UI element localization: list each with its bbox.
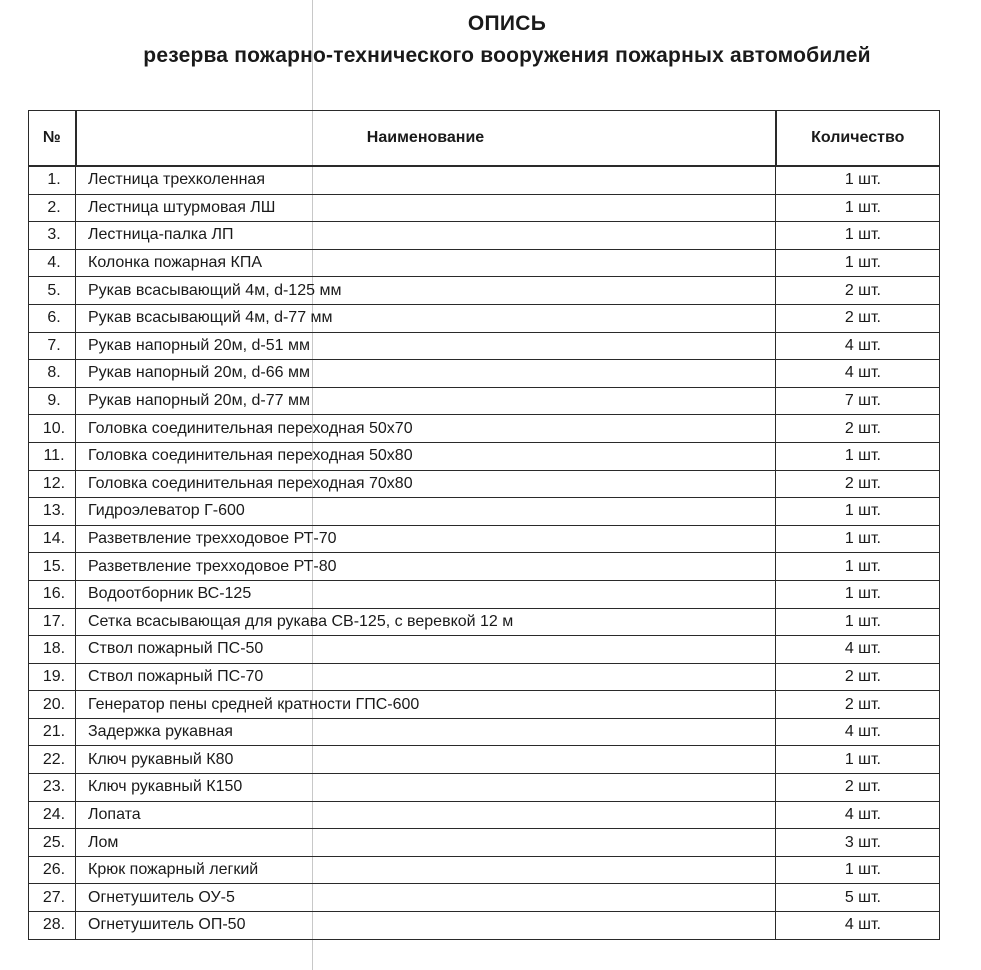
row-number: 9. — [29, 387, 76, 415]
row-name: Огнетушитель ОУ-5 — [76, 884, 776, 912]
table-row — [29, 222, 940, 250]
row-number: 1. — [29, 166, 76, 194]
table-row — [29, 194, 940, 222]
row-quantity: 1 шт. — [776, 553, 940, 581]
row-quantity: 2 шт. — [776, 470, 940, 498]
row-quantity: 4 шт. — [776, 360, 940, 388]
table-row — [29, 553, 940, 581]
table-body — [29, 166, 940, 939]
table-row — [29, 856, 940, 884]
row-name: Разветвление трехходовое РТ-70 — [76, 525, 776, 553]
row-name: Лом — [76, 829, 776, 857]
row-name: Головка соединительная переходная 50х70 — [76, 415, 776, 443]
row-number: 5. — [29, 277, 76, 305]
row-quantity: 2 шт. — [776, 774, 940, 802]
row-number: 26. — [29, 856, 76, 884]
row-number: 18. — [29, 636, 76, 664]
table-row — [29, 360, 940, 388]
table-row — [29, 498, 940, 526]
table-row — [29, 580, 940, 608]
row-name: Лопата — [76, 801, 776, 829]
row-name: Задержка рукавная — [76, 718, 776, 746]
table-row — [29, 277, 940, 305]
row-name: Головка соединительная переходная 50х80 — [76, 442, 776, 470]
inventory-table — [28, 110, 940, 940]
row-quantity: 1 шт. — [776, 608, 940, 636]
row-quantity: 2 шт. — [776, 304, 940, 332]
row-quantity: 1 шт. — [776, 856, 940, 884]
row-name: Рукав напорный 20м, d-77 мм — [76, 387, 776, 415]
table-row — [29, 718, 940, 746]
row-name: Гидроэлеватор Г-600 — [76, 498, 776, 526]
row-name: Колонка пожарная КПА — [76, 249, 776, 277]
row-number: 11. — [29, 442, 76, 470]
table-row — [29, 663, 940, 691]
header-quantity: Количество — [776, 111, 940, 167]
row-quantity: 1 шт. — [776, 746, 940, 774]
row-number: 7. — [29, 332, 76, 360]
row-name: Ствол пожарный ПС-50 — [76, 636, 776, 664]
row-name: Рукав всасывающий 4м, d-125 мм — [76, 277, 776, 305]
row-name: Рукав всасывающий 4м, d-77 мм — [76, 304, 776, 332]
table-row — [29, 470, 940, 498]
table-row — [29, 608, 940, 636]
row-number: 20. — [29, 691, 76, 719]
row-name: Крюк пожарный легкий — [76, 856, 776, 884]
row-number: 8. — [29, 360, 76, 388]
row-name: Головка соединительная переходная 70х80 — [76, 470, 776, 498]
row-name: Огнетушитель ОП-50 — [76, 912, 776, 940]
row-quantity: 1 шт. — [776, 194, 940, 222]
document-title: ОПИСЬ — [467, 12, 547, 35]
row-quantity: 3 шт. — [776, 829, 940, 857]
row-quantity: 2 шт. — [776, 415, 940, 443]
table-row — [29, 884, 940, 912]
row-name: Лестница трехколенная — [76, 166, 776, 194]
row-name: Разветвление трехходовое РТ-80 — [76, 553, 776, 581]
row-quantity: 5 шт. — [776, 884, 940, 912]
table-row — [29, 304, 940, 332]
row-name: Сетка всасывающая для рукава СВ-125, с веревкой 12 м — [76, 608, 776, 636]
row-name: Ключ рукавный К150 — [76, 774, 776, 802]
row-name: Лестница штурмовая ЛШ — [76, 194, 776, 222]
row-quantity: 1 шт. — [776, 525, 940, 553]
row-number: 23. — [29, 774, 76, 802]
table-row — [29, 912, 940, 940]
row-quantity: 1 шт. — [776, 442, 940, 470]
row-number: 2. — [29, 194, 76, 222]
table-row — [29, 415, 940, 443]
row-quantity: 1 шт. — [776, 498, 940, 526]
table-row — [29, 442, 940, 470]
row-name: Генератор пены средней кратности ГПС-600 — [76, 691, 776, 719]
row-quantity: 1 шт. — [776, 166, 940, 194]
row-quantity: 2 шт. — [776, 277, 940, 305]
row-number: 22. — [29, 746, 76, 774]
table-header-row — [29, 111, 940, 167]
row-quantity: 4 шт. — [776, 912, 940, 940]
row-number: 16. — [29, 580, 76, 608]
row-number: 17. — [29, 608, 76, 636]
table-row — [29, 525, 940, 553]
row-number: 12. — [29, 470, 76, 498]
row-number: 21. — [29, 718, 76, 746]
row-quantity: 4 шт. — [776, 636, 940, 664]
table-row — [29, 801, 940, 829]
table-row — [29, 746, 940, 774]
row-quantity: 1 шт. — [776, 580, 940, 608]
row-number: 15. — [29, 553, 76, 581]
row-number: 25. — [29, 829, 76, 857]
table-row — [29, 691, 940, 719]
row-number: 6. — [29, 304, 76, 332]
row-number: 24. — [29, 801, 76, 829]
table-row — [29, 387, 940, 415]
table-row — [29, 249, 940, 277]
row-name: Лестница-палка ЛП — [76, 222, 776, 250]
row-quantity: 4 шт. — [776, 801, 940, 829]
row-quantity: 4 шт. — [776, 718, 940, 746]
row-number: 13. — [29, 498, 76, 526]
row-name: Рукав напорный 20м, d-51 мм — [76, 332, 776, 360]
row-number: 19. — [29, 663, 76, 691]
row-number: 10. — [29, 415, 76, 443]
row-name: Ключ рукавный К80 — [76, 746, 776, 774]
row-name: Ствол пожарный ПС-70 — [76, 663, 776, 691]
row-number: 28. — [29, 912, 76, 940]
row-quantity: 2 шт. — [776, 691, 940, 719]
header-name: Наименование — [76, 111, 776, 167]
row-quantity: 1 шт. — [776, 249, 940, 277]
table-row — [29, 166, 940, 194]
header-number: № — [29, 111, 76, 167]
row-number: 27. — [29, 884, 76, 912]
table-row — [29, 636, 940, 664]
row-name: Рукав напорный 20м, d-66 мм — [76, 360, 776, 388]
row-number: 14. — [29, 525, 76, 553]
row-quantity: 7 шт. — [776, 387, 940, 415]
row-quantity: 2 шт. — [776, 663, 940, 691]
table-row — [29, 829, 940, 857]
row-quantity: 4 шт. — [776, 332, 940, 360]
table-row — [29, 774, 940, 802]
row-name: Водоотборник ВС-125 — [76, 580, 776, 608]
row-quantity: 1 шт. — [776, 222, 940, 250]
table-row — [29, 332, 940, 360]
row-number: 4. — [29, 249, 76, 277]
document-subtitle: резерва пожарно-технического вооружения пожарных автомобилей — [143, 44, 871, 67]
row-number: 3. — [29, 222, 76, 250]
